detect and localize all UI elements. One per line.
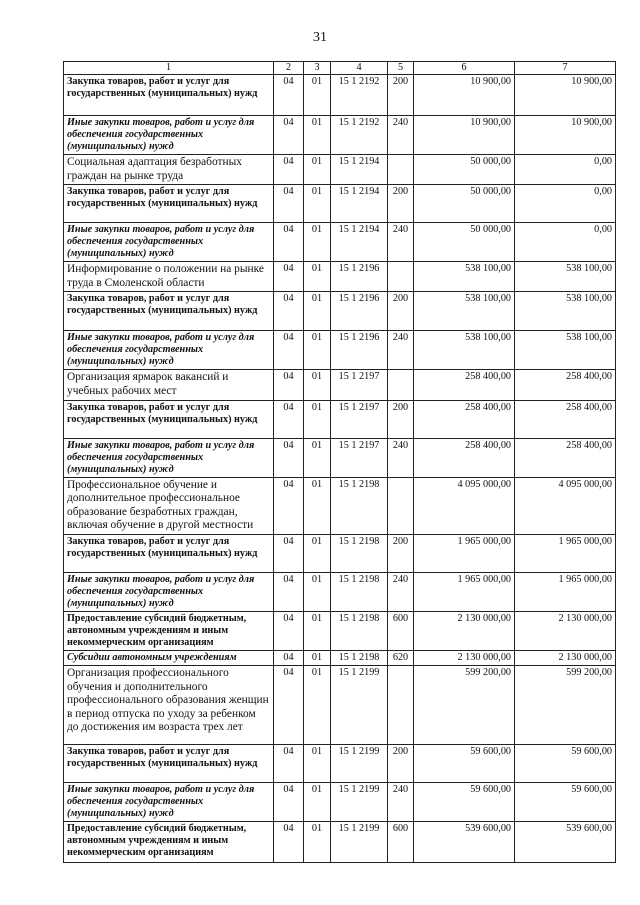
row-col7-amount: 258 400,00 <box>515 400 616 438</box>
row-col2-cell: 04 <box>274 331 304 370</box>
row-name-cell: Закупка товаров, работ и услуг для государственных (муниципальных) нужд <box>64 400 274 438</box>
row-col5-cell: 200 <box>388 292 414 331</box>
row-col4-cell: 15 1 2198 <box>331 572 388 611</box>
row-name-cell: Субсидии автономным учреждениям <box>64 650 274 665</box>
row-col4-cell: 15 1 2199 <box>331 744 388 782</box>
col-header-2: 2 <box>274 62 304 75</box>
row-col6-amount: 2 130 000,00 <box>414 650 515 665</box>
row-col2-cell: 04 <box>274 370 304 400</box>
row-col4-cell: 15 1 2196 <box>331 292 388 331</box>
row-col7-amount: 538 100,00 <box>515 331 616 370</box>
header-row <box>64 62 616 75</box>
row-col6-amount: 50 000,00 <box>414 155 515 185</box>
row-col7-amount: 539 600,00 <box>515 821 616 862</box>
row-col6-amount: 2 130 000,00 <box>414 611 515 650</box>
row-col4-cell: 15 1 2197 <box>331 370 388 400</box>
row-col5-cell <box>388 155 414 185</box>
row-name-cell: Закупка товаров, работ и услуг для государственных (муниципальных) нужд <box>64 75 274 116</box>
row-col6-amount: 538 100,00 <box>414 292 515 331</box>
table-row <box>64 611 616 650</box>
table-row <box>64 534 616 572</box>
row-col6-amount: 538 100,00 <box>414 262 515 292</box>
row-col5-cell: 600 <box>388 821 414 862</box>
row-col7-amount: 59 600,00 <box>515 744 616 782</box>
row-col2-cell: 04 <box>274 185 304 223</box>
row-col2-cell: 04 <box>274 438 304 477</box>
row-name-cell: Социальная адаптация безработных граждан на рынке труда <box>64 155 274 185</box>
table-row <box>64 116 616 155</box>
row-col3-cell: 01 <box>304 400 331 438</box>
row-name-cell: Иные закупки товаров, работ и услуг для обеспечения государственных (муниципальных) нужд <box>64 116 274 155</box>
row-col6-amount: 258 400,00 <box>414 438 515 477</box>
row-col3-cell: 01 <box>304 331 331 370</box>
row-col4-cell: 15 1 2196 <box>331 331 388 370</box>
row-name-cell: Закупка товаров, работ и услуг для государственных (муниципальных) нужд <box>64 534 274 572</box>
col-header-5: 5 <box>388 62 414 75</box>
row-col6-amount: 258 400,00 <box>414 370 515 400</box>
row-col3-cell: 01 <box>304 185 331 223</box>
row-name-cell: Иные закупки товаров, работ и услуг для обеспечения государственных (муниципальных) нужд <box>64 223 274 262</box>
row-name-cell: Профессиональное обучение и дополнительное профессиональное образование безработных граждан, включая обучение в другой местности <box>64 477 274 534</box>
row-col3-cell: 01 <box>304 782 331 821</box>
row-col3-cell: 01 <box>304 292 331 331</box>
table-row <box>64 665 616 744</box>
row-col7-amount: 258 400,00 <box>515 370 616 400</box>
row-col2-cell: 04 <box>274 292 304 331</box>
row-name-cell: Иные закупки товаров, работ и услуг для обеспечения государственных (муниципальных) нужд <box>64 572 274 611</box>
row-col7-amount: 1 965 000,00 <box>515 572 616 611</box>
row-col2-cell: 04 <box>274 572 304 611</box>
row-col3-cell: 01 <box>304 534 331 572</box>
row-col7-amount: 2 130 000,00 <box>515 650 616 665</box>
row-col5-cell: 240 <box>388 572 414 611</box>
row-col5-cell <box>388 477 414 534</box>
row-col6-amount: 1 965 000,00 <box>414 572 515 611</box>
table-row <box>64 438 616 477</box>
row-col4-cell: 15 1 2198 <box>331 611 388 650</box>
row-col7-amount: 59 600,00 <box>515 782 616 821</box>
row-col4-cell: 15 1 2197 <box>331 400 388 438</box>
page-number: 31 <box>313 30 327 45</box>
row-col3-cell: 01 <box>304 155 331 185</box>
row-col4-cell: 15 1 2199 <box>331 821 388 862</box>
row-col3-cell: 01 <box>304 75 331 116</box>
table-row <box>64 75 616 116</box>
row-col7-amount: 0,00 <box>515 155 616 185</box>
row-col2-cell: 04 <box>274 75 304 116</box>
row-name-cell: Иные закупки товаров, работ и услуг для обеспечения государственных (муниципальных) нужд <box>64 782 274 821</box>
row-col7-amount: 599 200,00 <box>515 665 616 744</box>
row-col5-cell: 240 <box>388 223 414 262</box>
row-col3-cell: 01 <box>304 438 331 477</box>
row-col5-cell: 200 <box>388 185 414 223</box>
row-col5-cell: 200 <box>388 400 414 438</box>
row-col3-cell: 01 <box>304 744 331 782</box>
row-col2-cell: 04 <box>274 744 304 782</box>
row-col2-cell: 04 <box>274 665 304 744</box>
col-header-6: 6 <box>414 62 515 75</box>
row-name-cell: Организация ярмарок вакансий и учебных рабочих мест <box>64 370 274 400</box>
row-name-cell: Предоставление субсидий бюджетным, автономным учреждениям и иным некоммерческим организациям <box>64 611 274 650</box>
row-col4-cell: 15 1 2194 <box>331 223 388 262</box>
row-col3-cell: 01 <box>304 223 331 262</box>
row-name-cell: Иные закупки товаров, работ и услуг для обеспечения государственных (муниципальных) нужд <box>64 331 274 370</box>
row-col4-cell: 15 1 2198 <box>331 534 388 572</box>
row-col2-cell: 04 <box>274 650 304 665</box>
col-header-1: 1 <box>64 62 274 75</box>
row-col7-amount: 2 130 000,00 <box>515 611 616 650</box>
row-col6-amount: 59 600,00 <box>414 744 515 782</box>
row-name-cell: Информирование о положении на рынке труда в Смоленской области <box>64 262 274 292</box>
table-row <box>64 821 616 862</box>
table-row <box>64 292 616 331</box>
row-col5-cell: 600 <box>388 611 414 650</box>
row-col7-amount: 10 900,00 <box>515 75 616 116</box>
table-row <box>64 744 616 782</box>
row-col5-cell <box>388 370 414 400</box>
row-col4-cell: 15 1 2199 <box>331 782 388 821</box>
row-col3-cell: 01 <box>304 611 331 650</box>
row-col7-amount: 1 965 000,00 <box>515 534 616 572</box>
row-col2-cell: 04 <box>274 477 304 534</box>
row-col6-amount: 599 200,00 <box>414 665 515 744</box>
table-row <box>64 477 616 534</box>
table-row <box>64 223 616 262</box>
row-col3-cell: 01 <box>304 665 331 744</box>
table-row <box>64 331 616 370</box>
row-col2-cell: 04 <box>274 782 304 821</box>
table-row <box>64 155 616 185</box>
row-col7-amount: 538 100,00 <box>515 292 616 331</box>
row-col3-cell: 01 <box>304 572 331 611</box>
row-col7-amount: 0,00 <box>515 223 616 262</box>
row-col6-amount: 50 000,00 <box>414 185 515 223</box>
row-name-cell: Закупка товаров, работ и услуг для государственных (муниципальных) нужд <box>64 292 274 331</box>
table-row <box>64 782 616 821</box>
row-name-cell: Иные закупки товаров, работ и услуг для обеспечения государственных (муниципальных) нужд <box>64 438 274 477</box>
row-col7-amount: 258 400,00 <box>515 438 616 477</box>
row-col5-cell: 200 <box>388 744 414 782</box>
row-col4-cell: 15 1 2196 <box>331 262 388 292</box>
row-col2-cell: 04 <box>274 262 304 292</box>
row-col5-cell: 200 <box>388 534 414 572</box>
row-col4-cell: 15 1 2197 <box>331 438 388 477</box>
row-col2-cell: 04 <box>274 223 304 262</box>
row-col4-cell: 15 1 2194 <box>331 155 388 185</box>
row-col6-amount: 10 900,00 <box>414 116 515 155</box>
table-row <box>64 262 616 292</box>
table-row <box>64 370 616 400</box>
row-col5-cell: 240 <box>388 331 414 370</box>
row-col2-cell: 04 <box>274 116 304 155</box>
row-col7-amount: 538 100,00 <box>515 262 616 292</box>
row-col2-cell: 04 <box>274 611 304 650</box>
row-col5-cell: 200 <box>388 75 414 116</box>
budget-table <box>63 61 616 863</box>
table-body <box>64 75 616 863</box>
row-name-cell: Закупка товаров, работ и услуг для государственных (муниципальных) нужд <box>64 744 274 782</box>
table-row <box>64 400 616 438</box>
row-col4-cell: 15 1 2198 <box>331 650 388 665</box>
row-col6-amount: 538 100,00 <box>414 331 515 370</box>
row-col7-amount: 0,00 <box>515 185 616 223</box>
row-col5-cell <box>388 262 414 292</box>
table-row <box>64 572 616 611</box>
row-col7-amount: 4 095 000,00 <box>515 477 616 534</box>
row-col7-amount: 10 900,00 <box>515 116 616 155</box>
row-col5-cell <box>388 665 414 744</box>
row-col3-cell: 01 <box>304 650 331 665</box>
row-col5-cell: 240 <box>388 438 414 477</box>
row-name-cell: Организация профессионального обучения и дополнительного профессионального образования женщин в период отпуска по уходу за ребенком до достижения им возраста трех лет <box>64 665 274 744</box>
row-col3-cell: 01 <box>304 262 331 292</box>
row-col6-amount: 1 965 000,00 <box>414 534 515 572</box>
row-col2-cell: 04 <box>274 155 304 185</box>
row-col3-cell: 01 <box>304 477 331 534</box>
row-col5-cell: 620 <box>388 650 414 665</box>
row-col6-amount: 10 900,00 <box>414 75 515 116</box>
col-header-7: 7 <box>515 62 616 75</box>
row-name-cell: Закупка товаров, работ и услуг для государственных (муниципальных) нужд <box>64 185 274 223</box>
row-col5-cell: 240 <box>388 782 414 821</box>
row-col4-cell: 15 1 2192 <box>331 116 388 155</box>
col-header-3: 3 <box>304 62 331 75</box>
row-col2-cell: 04 <box>274 821 304 862</box>
col-header-4: 4 <box>331 62 388 75</box>
table-row <box>64 185 616 223</box>
row-name-cell: Предоставление субсидий бюджетным, автономным учреждениям и иным некоммерческим организациям <box>64 821 274 862</box>
row-col2-cell: 04 <box>274 534 304 572</box>
row-col4-cell: 15 1 2199 <box>331 665 388 744</box>
row-col6-amount: 50 000,00 <box>414 223 515 262</box>
row-col6-amount: 539 600,00 <box>414 821 515 862</box>
row-col3-cell: 01 <box>304 116 331 155</box>
row-col3-cell: 01 <box>304 370 331 400</box>
row-col6-amount: 4 095 000,00 <box>414 477 515 534</box>
row-col4-cell: 15 1 2192 <box>331 75 388 116</box>
table-row <box>64 650 616 665</box>
row-col4-cell: 15 1 2198 <box>331 477 388 534</box>
row-col2-cell: 04 <box>274 400 304 438</box>
row-col4-cell: 15 1 2194 <box>331 185 388 223</box>
row-col6-amount: 59 600,00 <box>414 782 515 821</box>
row-col3-cell: 01 <box>304 821 331 862</box>
row-col5-cell: 240 <box>388 116 414 155</box>
row-col6-amount: 258 400,00 <box>414 400 515 438</box>
